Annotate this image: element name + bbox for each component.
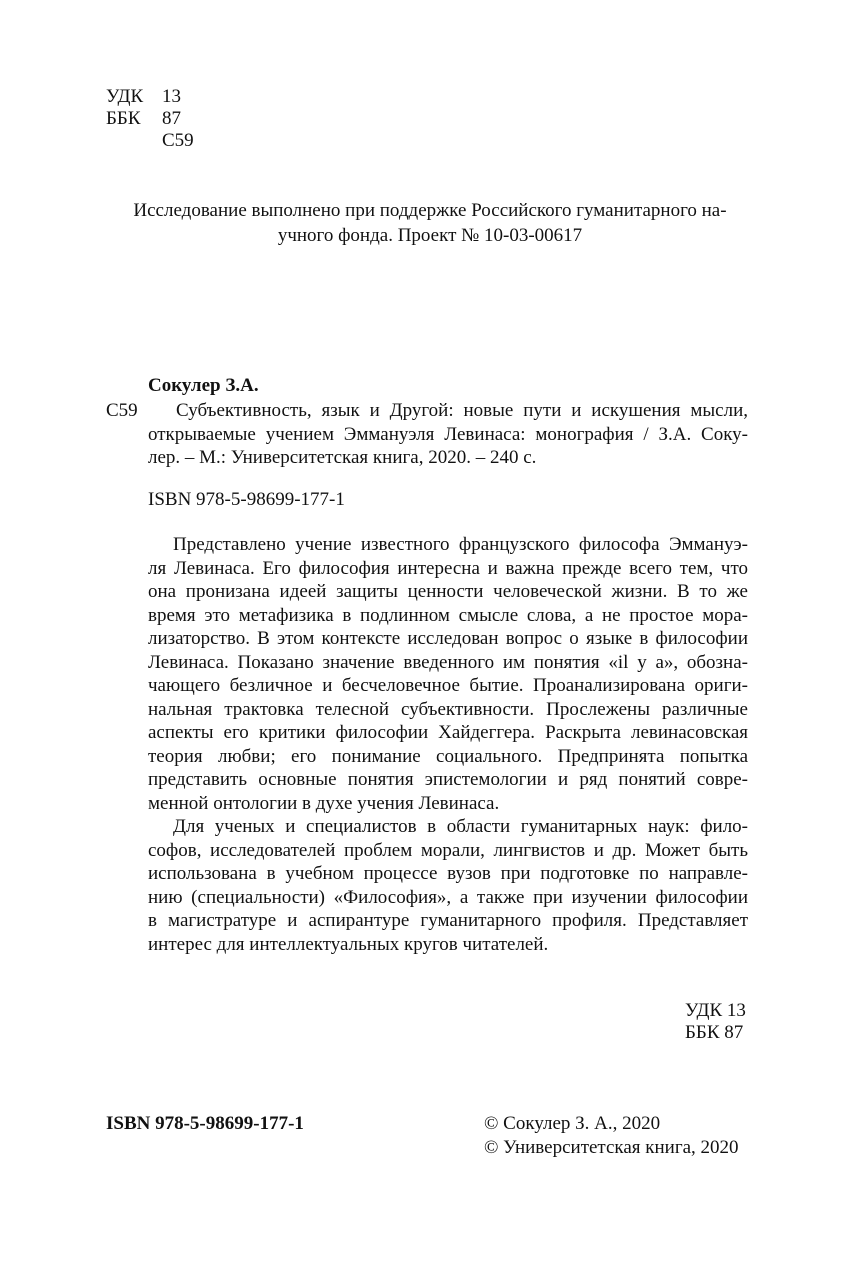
annotation-line: Левинаса. Показано значение введенного им понятия «il y a», обозна- <box>148 651 748 673</box>
annotation-line: нию (специальности) «Философия», а также при изучении философии <box>148 886 748 908</box>
isbn-line: ISBN 978-5-98699-177-1 <box>148 489 345 510</box>
annotation-line: Для ученых и специалистов в области гуманитарных наук: фило- <box>173 816 748 837</box>
annotation-line: нальная трактовка телесной субъективности. Прослежены различные <box>148 698 748 720</box>
biblio-line: Субъективность, язык и Другой: новые пути и искушения мысли, <box>176 400 748 421</box>
annotation-line: теория любви; его понимание социального. Предпринята попытка <box>148 745 748 767</box>
author-mark-row <box>106 130 194 152</box>
udk-label: УДК <box>106 86 144 107</box>
biblio-line: открываемые учением Эммануэля Левинаса: монография / З.А. Соку- <box>148 423 748 445</box>
grant-note <box>110 198 750 248</box>
annotation-line: менной онтологии в духе учения Левинаса. <box>148 792 500 814</box>
index-mark: С59 <box>106 400 138 421</box>
annotation-line: лизаторство. В этом контексте исследован вопрос о языке в философии <box>148 628 748 649</box>
udk-value: 13 <box>162 86 181 107</box>
annotation-line: время это метафизика в подлинном смысле слова, а не простое мора- <box>148 604 748 626</box>
bbk-value: 87 <box>162 108 181 129</box>
grant-note-line: Исследование выполнено при поддержке Российского гуманитарного на- <box>133 200 727 221</box>
author-mark: С59 <box>162 130 194 151</box>
udk-bottom: УДК 13 <box>685 1000 746 1021</box>
annotation-line: чающего безличное и бесчеловечное бытие. Проанализирована ориги- <box>148 675 748 696</box>
udk-row <box>106 86 194 108</box>
annotation-line: в магистратуре и аспирантуре гуманитарного профиля. Представляет <box>148 910 748 931</box>
annotation-line: использована в учебном процессе вузов при подготовке по направле- <box>148 863 748 884</box>
annotation-line: аспекты его критики философии Хайдеггера. Раскрыта левинасовская <box>148 722 748 743</box>
annotation-line: она пронизана идеей защиты ценности человеческой жизни. В то же <box>148 581 748 602</box>
annotation-line: ля Левинаса. Его философия интересна и важна прежде всего тем, что <box>148 557 748 579</box>
annotation-line: Представлено учение известного французского философа Эммануэ- <box>173 534 748 555</box>
annotation <box>148 533 748 956</box>
classification-codes <box>106 86 194 152</box>
bbk-bottom: ББК 87 <box>685 1022 744 1043</box>
annotation-line: софов, исследователей проблем морали, лингвистов и др. Может быть <box>148 839 748 861</box>
biblio-line: лер. – М.: Университетская книга, 2020. – 240 с. <box>148 447 537 468</box>
copyright-line: © Сокулер З. А., 2020 <box>484 1113 661 1134</box>
bbk-row <box>106 108 194 130</box>
grant-note-line: учного фонда. Проект № 10-03-00617 <box>277 225 583 246</box>
copyright <box>484 1112 739 1160</box>
copyright-line: © Университетская книга, 2020 <box>484 1137 739 1158</box>
author-heading: Сокулер З.А. <box>148 375 259 396</box>
bbk-label: ББК <box>106 108 141 129</box>
annotation-line: представить основные понятия эпистемологии и ряд понятий совре- <box>148 769 748 790</box>
isbn-bottom: ISBN 978-5-98699-177-1 <box>106 1113 304 1134</box>
annotation-line: интерес для интеллектуальных кругов читателей. <box>148 933 549 955</box>
bibliographic-description <box>148 399 748 470</box>
classification-bottom <box>685 1000 746 1044</box>
